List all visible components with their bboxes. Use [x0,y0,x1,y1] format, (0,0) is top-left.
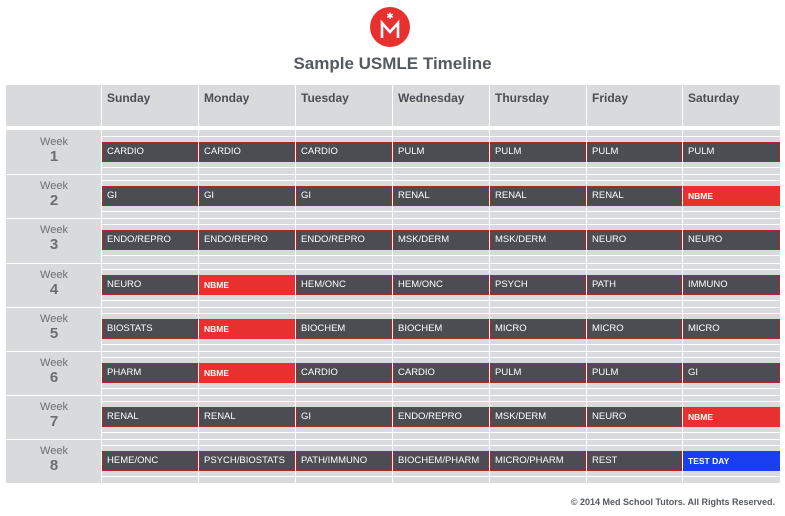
test-day-cell: TEST DAY [683,451,780,471]
schedule-cell: PULM [587,363,682,383]
schedule-cell: PULM [490,142,586,162]
row-guide [102,300,780,301]
schedule-cell: ENDO/REPRO [296,230,392,250]
schedule-cell: PHARM [102,363,198,383]
week-label [6,224,102,253]
row-guide [102,211,780,212]
day-header-friday: Friday [592,91,629,105]
schedule-cell: MICRO [490,319,586,339]
week-label [6,445,102,474]
nbme-exam-cell: NBME [199,319,295,339]
schedule-cell: PULM [393,142,489,162]
day-header-thursday: Thursday [495,91,550,105]
week-number: 7 [49,413,59,430]
row-guide [102,445,780,446]
svg-text:✱: ✱ [386,12,394,22]
schedule-cell: ENDO/REPRO [102,230,198,250]
day-header-sunday: Sunday [107,91,151,105]
schedule-cell: GI [296,186,392,206]
week-word: Week [40,180,68,192]
schedule-cell: PSYCH/BIOSTATS [199,451,295,471]
row-divider [6,439,780,440]
week-label [6,313,102,342]
timeline-table [6,85,780,483]
schedule-cell: GI [296,407,392,427]
schedule-cell: REST [587,451,682,471]
schedule-cell: BIOCHEM [296,319,392,339]
week-number: 8 [49,457,59,474]
schedule-cell: MSK/DERM [490,230,586,250]
week-word: Week [40,136,68,148]
schedule-cell: NEURO [587,230,682,250]
row-guide [102,388,780,389]
week-number: 6 [49,369,59,386]
week-number: 4 [49,281,59,298]
schedule-cell: GI [683,363,780,383]
schedule-cell: CARDIO [296,142,392,162]
schedule-cell: MICRO [683,319,780,339]
schedule-cell: MICRO/PHARM [490,451,586,471]
week-word: Week [40,401,68,413]
schedule-cell: NEURO [102,275,198,295]
row-divider [6,307,780,308]
week-number: 2 [49,192,59,209]
week-label [6,269,102,298]
schedule-cell: MSK/DERM [393,230,489,250]
schedule-cell: RENAL [102,407,198,427]
nbme-exam-cell: NBME [199,363,295,383]
week-number: 5 [49,325,59,342]
schedule-cell: MICRO [587,319,682,339]
row-guide [102,357,780,358]
schedule-cell: HEME/ONC [102,451,198,471]
schedule-cell: GI [199,186,295,206]
schedule-cell: ENDO/REPRO [393,407,489,427]
week-label [6,180,102,209]
day-header-monday: Monday [204,91,250,105]
schedule-cell: CARDIO [296,363,392,383]
copyright-footer: © 2014 Med School Tutors. All Rights Reserved. [570,497,775,507]
row-guide [102,401,780,402]
schedule-cell: CARDIO [393,363,489,383]
row-guide [102,269,780,270]
schedule-cell: ENDO/REPRO [199,230,295,250]
row-guide [102,136,780,137]
week-word: Week [40,445,68,457]
row-guide [102,167,780,168]
schedule-cell: BIOCHEM/PHARM [393,451,489,471]
day-header-wednesday: Wednesday [398,91,465,105]
week-label [6,357,102,386]
schedule-cell: CARDIO [199,142,295,162]
row-guide [102,344,780,345]
row-guide [102,476,780,477]
schedule-cell: HEM/ONC [393,275,489,295]
schedule-cell: IMMUNO [683,275,780,295]
schedule-cell: PSYCH [490,275,586,295]
schedule-cell: HEM/ONC [296,275,392,295]
schedule-cell: NEURO [683,230,780,250]
schedule-cell: PATH/IMMUNO [296,451,392,471]
logo-icon [370,7,410,47]
week-label [6,136,102,165]
schedule-cell: RENAL [393,186,489,206]
nbme-exam-cell: NBME [683,186,780,206]
week-word: Week [40,224,68,236]
row-divider [6,351,780,352]
schedule-cell: BIOCHEM [393,319,489,339]
schedule-cell: BIOSTATS [102,319,198,339]
week-number: 3 [49,236,59,253]
schedule-cell: CARDIO [102,142,198,162]
nbme-exam-cell: NBME [199,275,295,295]
schedule-cell: NEURO [587,407,682,427]
page-title: Sample USMLE Timeline [293,54,492,73]
day-header-saturday: Saturday [688,91,740,105]
schedule-cell: PULM [490,363,586,383]
schedule-cell: MSK/DERM [490,407,586,427]
schedule-cell: RENAL [490,186,586,206]
row-divider [6,395,780,396]
week-number: 1 [49,148,59,165]
row-guide [102,255,780,256]
row-guide [102,313,780,314]
row-guide [102,432,780,433]
week-word: Week [40,269,68,281]
row-guide [102,224,780,225]
row-divider [6,218,780,219]
week-word: Week [40,313,68,325]
schedule-cell: PULM [587,142,682,162]
schedule-cell: GI [102,186,198,206]
schedule-cell: PATH [587,275,682,295]
schedule-cell: PULM [683,142,780,162]
schedule-cell: RENAL [199,407,295,427]
schedule-cell: RENAL [587,186,682,206]
week-word: Week [40,357,68,369]
day-header-tuesday: Tuesday [301,91,349,105]
logo [370,7,410,47]
nbme-exam-cell: NBME [683,407,780,427]
week-label [6,401,102,430]
row-divider [6,174,780,175]
row-guide [102,180,780,181]
row-divider [6,263,780,264]
header-divider [6,126,780,130]
